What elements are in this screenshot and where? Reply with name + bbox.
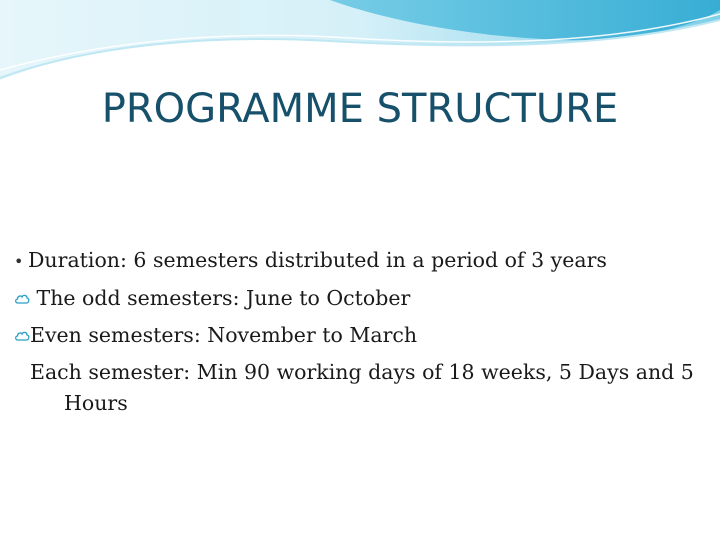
bullet-text: Each semester: Min 90 working days of 18 weeks, 5 Days and 5 Hours [30, 360, 694, 415]
bullet-item [14, 320, 704, 351]
decorative-wave-header [0, 0, 720, 90]
bullet-item [14, 357, 704, 419]
cloud-bullet-icon [14, 283, 30, 314]
bullet-dot: • [14, 252, 24, 271]
cloud-bullet-icon [14, 357, 30, 388]
bullet-text: Duration: 6 semesters distributed in a period of 3 years [28, 248, 607, 272]
bullet-list [14, 245, 704, 425]
bullet-item [14, 283, 704, 314]
bullet-item [14, 245, 704, 277]
slide-title: PROGRAMME STRUCTURE [101, 86, 619, 132]
cloud-bullet-icon [14, 320, 30, 351]
bullet-text: The odd semesters: June to October [30, 286, 411, 310]
bullet-text: Even semesters: November to March [30, 323, 418, 347]
